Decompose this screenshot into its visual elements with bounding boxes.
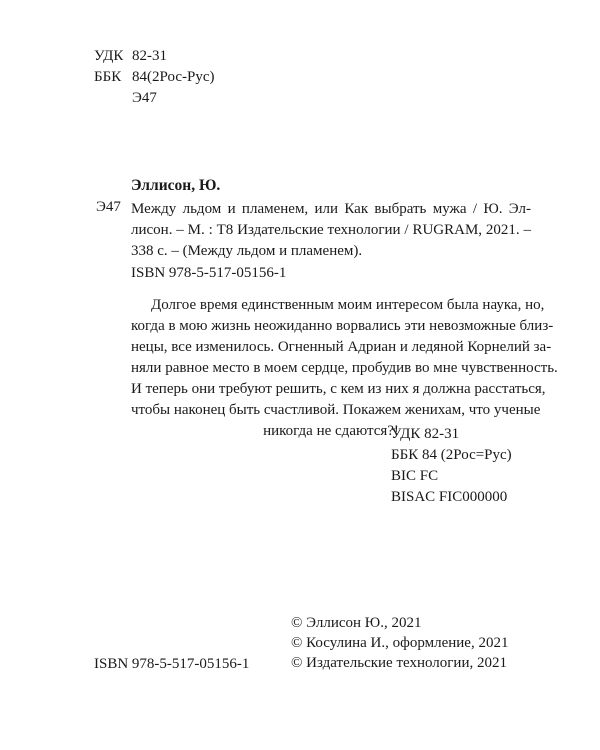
annotation-line: Долгое время единственным моим интересом была наука, но, xyxy=(151,297,545,313)
code-bbk: ББК 84 (2Рос=Рус) xyxy=(391,447,512,463)
cutter-code: Э47 xyxy=(132,90,157,106)
bbk-label: ББК xyxy=(94,69,122,85)
annotation-line: И теперь они требуют решить, с кем из них я должна расстаться, xyxy=(131,381,546,397)
classification-codes xyxy=(391,424,512,508)
annotation-line: нецы, все изменилось. Огненный Адриан и ледяной Корнелий за- xyxy=(131,339,552,355)
copyright-publisher: © Издательские технологии, 2021 xyxy=(291,655,507,671)
code-bic: BIC FC xyxy=(391,468,439,484)
bib-line: Между льдом и пламенем, или Как выбрать мужа / Ю. Эл- xyxy=(131,201,531,217)
cutter-row xyxy=(94,88,215,109)
bbk-row xyxy=(94,67,215,88)
author-heading: Эллисон, Ю. xyxy=(131,177,221,194)
header-classification-codes xyxy=(94,46,215,109)
bibliographic-cutter: Э47 xyxy=(96,199,121,215)
bibliographic-description xyxy=(131,199,531,262)
bbk-value: 84(2Рос-Рус) xyxy=(132,69,215,85)
annotation-line: когда в мою жизнь неожиданно ворвались эти невозможные близ- xyxy=(131,318,554,334)
udk-value: 82-31 xyxy=(132,48,167,64)
annotation-line: чтобы наконец быть счастливой. Покажем женихам, что ученые xyxy=(131,402,541,418)
annotation-line: няли равное место в моем сердце, пробудив во мне чувственность. xyxy=(131,360,558,376)
bib-line: лисон. – М. : T8 Издательские технологии / RUGRAM, 2021. – xyxy=(131,222,531,238)
copyright-block xyxy=(291,613,508,673)
code-udk: УДК 82-31 xyxy=(391,426,460,442)
annotation-line: никогда не сдаются?! xyxy=(263,423,399,439)
bib-line: 338 с. – (Между льдом и пламенем). xyxy=(131,243,363,259)
udk-label: УДК xyxy=(94,48,124,64)
copyright-author: © Эллисон Ю., 2021 xyxy=(291,615,422,631)
isbn-footer: ISBN 978-5-517-05156-1 xyxy=(94,656,250,672)
copyright-design: © Косулина И., оформление, 2021 xyxy=(291,635,509,651)
udk-row xyxy=(94,46,215,67)
code-bisac: BISAC FIC000000 xyxy=(391,489,508,505)
isbn-main: ISBN 978-5-517-05156-1 xyxy=(131,265,287,281)
annotation xyxy=(131,295,558,442)
